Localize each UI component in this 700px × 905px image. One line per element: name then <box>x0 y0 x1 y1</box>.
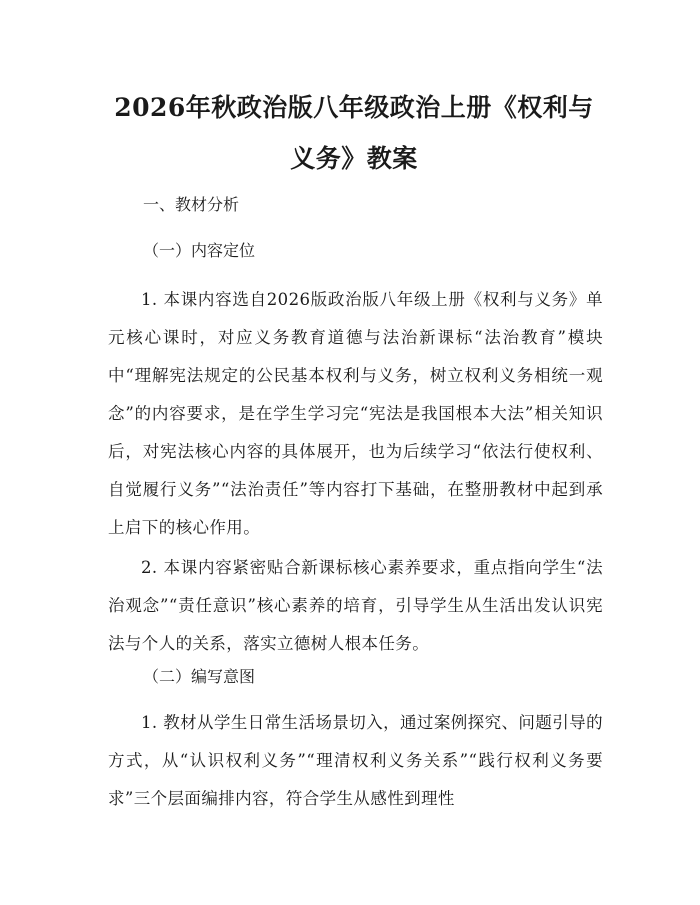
paragraph-content-positioning-1: 1. 本课内容选自2026版政治版八年级上册《权利与义务》单元核心课时，对应义务教育道德与法治新课标“法治教育”模块中“理解宪法规定的公民基本权利与义务，树立权利义务相统一观念”的内容要求，是在学生学习完“宪法是我国根本大法”相关知识后，对宪法核心内容的具体展开，也为后续学习“依法行使权利、自觉履行义务”“法治责任”等内容打下基础，在整册教材中起到承上启下的核心作用。 <box>108 290 603 537</box>
section-heading-textbook-analysis: 一、教材分析 <box>143 195 240 214</box>
document-title: 2026年秋政治版八年级政治上册《权利与义务》教案 <box>114 93 594 173</box>
paragraph-writing-intent-1: 1. 教材从学生日常生活场景切入，通过案例探究、问题引导的方式，从“认识权利义务”“理清权利义务关系”“践行权利义务要求”三个层面编排内容，符合学生从感性到理性 <box>108 713 603 808</box>
paragraph-content-positioning-2: 2. 本课内容紧密贴合新课标核心素养要求，重点指向学生“法治观念”“责任意识”核心素养的培育，引导学生从生活出发认识宪法与个人的关系，落实立德树人根本任务。 <box>108 558 603 653</box>
subsection-heading-writing-intent: （二）编写意图 <box>143 667 256 686</box>
subsection-heading-content-positioning: （一）内容定位 <box>143 241 256 260</box>
